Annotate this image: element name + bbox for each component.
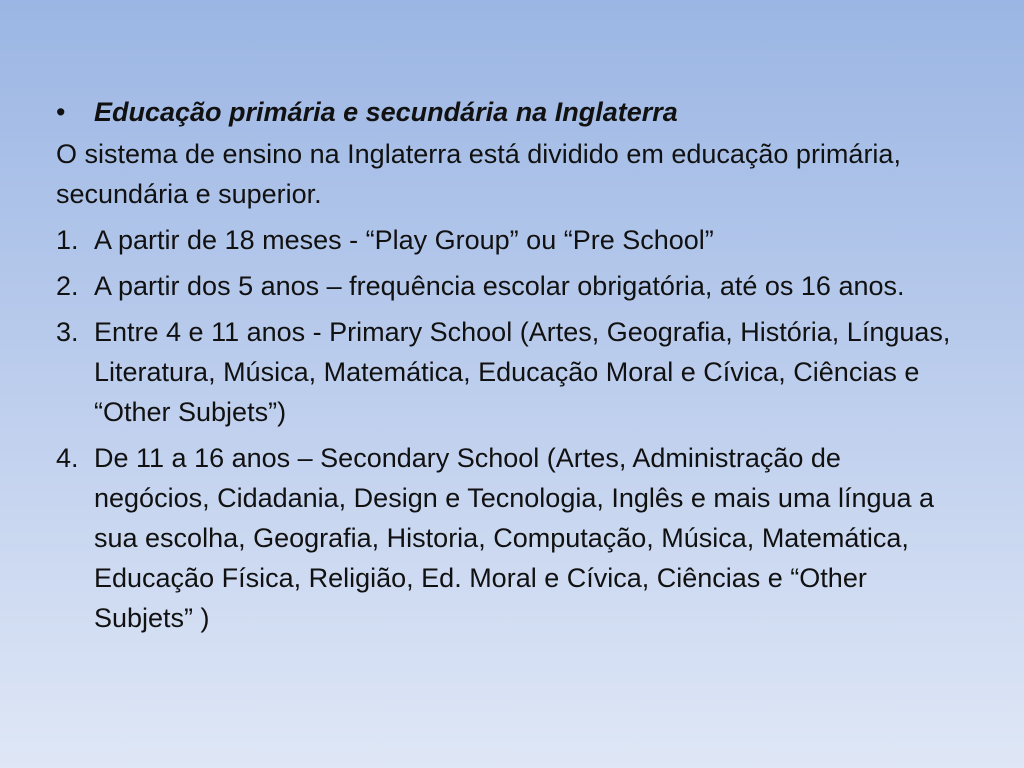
slide-heading: Educação primária e secundária na Inglaterra xyxy=(94,97,678,127)
heading-row xyxy=(56,92,956,132)
list-item-text: A partir de 18 meses - “Play Group” ou “Pre School” xyxy=(94,225,714,255)
list-item-text: Entre 4 e 11 anos - Primary School (Artes, Geografia, História, Línguas, Literatura, Música, Matemática, Educação Moral e Cívica, Ciências e “Other Subjets”) xyxy=(94,317,951,427)
list-item xyxy=(56,438,956,638)
list-item-text: De 11 a 16 anos – Secondary School (Artes, Administração de negócios, Cidadania, Design e Tecnologia, Inglês e mais uma língua a sua escolha, Geografia, Historia, Computação, Música, Matemática, Educação Física, Religião, Ed. Moral e Cívica, Ciências e “Other Subjets” ) xyxy=(94,443,935,633)
intro-paragraph: O sistema de ensino na Inglaterra está dividido em educação primária, secundária e superior. xyxy=(56,139,901,209)
list-item-number: 2. xyxy=(56,271,79,301)
list-item-number: 3. xyxy=(56,317,79,347)
bullet-icon: • xyxy=(56,97,66,127)
list-item xyxy=(56,220,956,260)
slide-content xyxy=(56,92,956,644)
list-item-text: A partir dos 5 anos – frequência escolar obrigatória, até os 16 anos. xyxy=(94,271,905,301)
list-item-number: 1. xyxy=(56,225,79,255)
list-item xyxy=(56,312,956,432)
list-item-number: 4. xyxy=(56,443,79,473)
numbered-list xyxy=(56,220,956,638)
list-item xyxy=(56,266,956,306)
